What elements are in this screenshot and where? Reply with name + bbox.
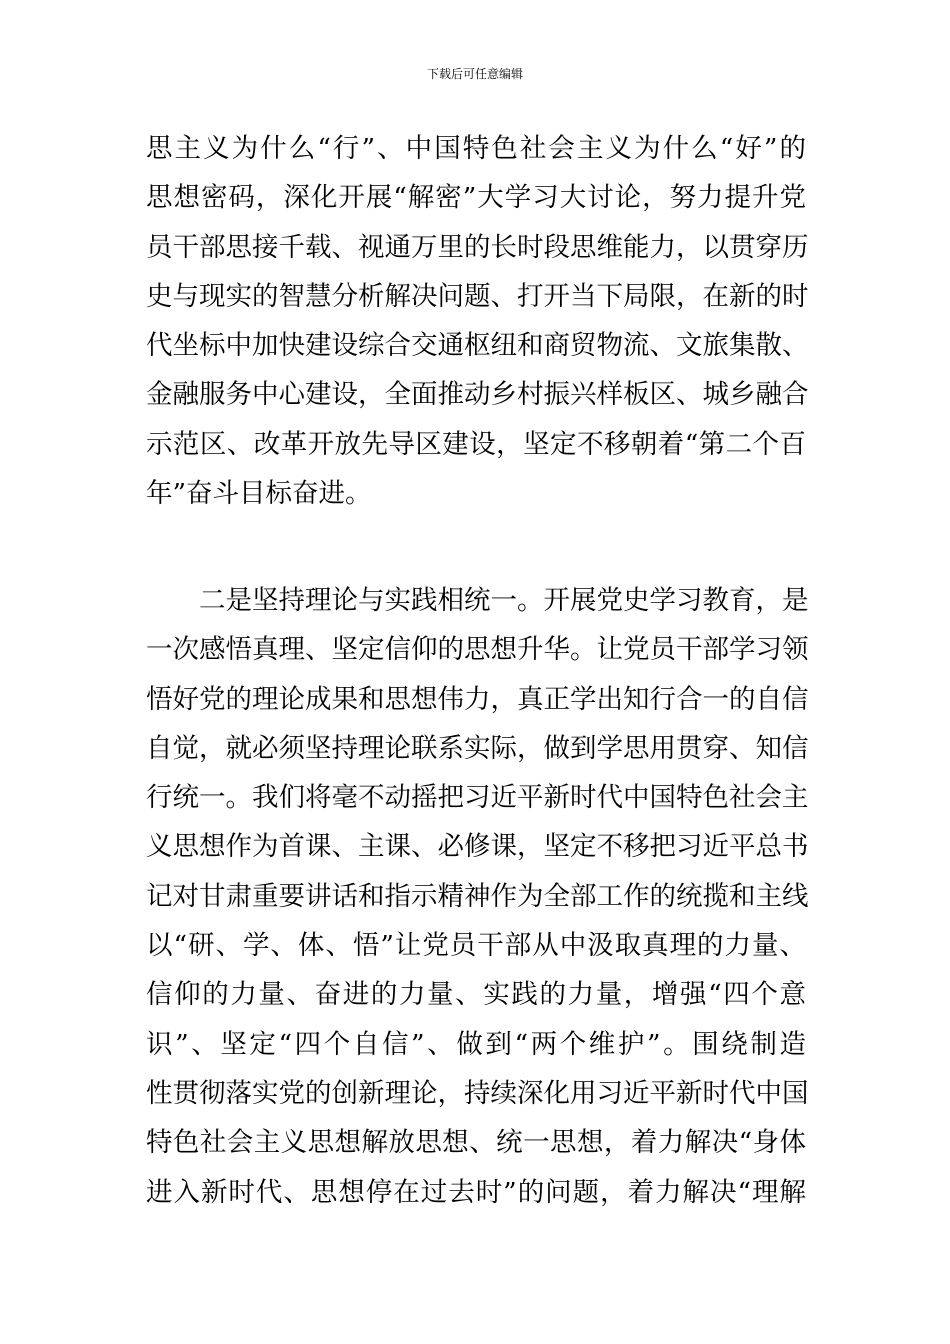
paragraph-line: 悟好党的理论成果和思想伟力，真正学出知行合一的自信 [146, 683, 809, 715]
paragraph-line: 以“研、学、体、悟”让党员干部从中汲取真理的力量、 [146, 930, 806, 962]
paragraph-line: 金融服务中心建设，全面推动乡村振兴样板区、城乡融合 [146, 379, 809, 411]
page-header: 下载后可任意编辑 [426, 67, 523, 81]
paragraph-line: 记对甘肃重要讲话和指示精神作为全部工作的统揽和主线 [146, 880, 809, 912]
paragraph-line: 特色社会主义思想解放思想、统一思想，着力解决“身体 [146, 1127, 806, 1159]
paragraph-line: 自觉，就必须坚持理论联系实际，做到学思用贯穿、知信 [146, 732, 809, 764]
paragraph-line: 一次感悟真理、坚定信仰的思想升华。让党员干部学习领 [146, 634, 809, 666]
paragraph-line: 识”、坚定“四个自信”、做到“两个维护”。围绕制造 [146, 1028, 806, 1060]
paragraph-line: 义思想作为首课、主课、必修课，坚定不移把习近平总书 [146, 831, 809, 863]
paragraph-line: 史与现实的智慧分析解决问题、打开当下局限，在新的时 [146, 280, 809, 312]
paragraph-line: 性贯彻落实党的创新理论，持续深化用习近平新时代中国 [146, 1077, 809, 1109]
paragraph-line: 思主义为什么“行”、中国特色社会主义为什么“好”的 [146, 133, 806, 164]
paragraph-line: 思想密码，深化开展“解密”大学习大讨论，努力提升党 [146, 182, 806, 214]
paragraph-line: 代坐标中加快建设综合交通枢纽和商贸物流、文旅集散、 [146, 330, 809, 362]
paragraph-1 [146, 124, 809, 518]
paragraph-line: 二是坚持理论与实践相统一。开展党史学习教育，是 [199, 585, 809, 616]
paragraph-line: 信仰的力量、奋进的力量、实践的力量，增强“四个意 [146, 979, 806, 1011]
paragraph-line: 员干部思接千载、视通万里的长时段思维能力，以贯穿历 [146, 231, 809, 263]
paragraph-2 [146, 576, 809, 1217]
paragraph-line: 进入新时代、思想停在过去时”的问题，着力解决“理解 [146, 1176, 806, 1208]
paragraph-line: 示范区、改革开放先导区建设，坚定不移朝着“第二个百 [146, 428, 806, 460]
paragraph-line: 年”奋斗目标奋进。 [146, 478, 372, 510]
paragraph-line: 行统一。我们将毫不动摇把习近平新时代中国特色社会主 [146, 782, 809, 814]
